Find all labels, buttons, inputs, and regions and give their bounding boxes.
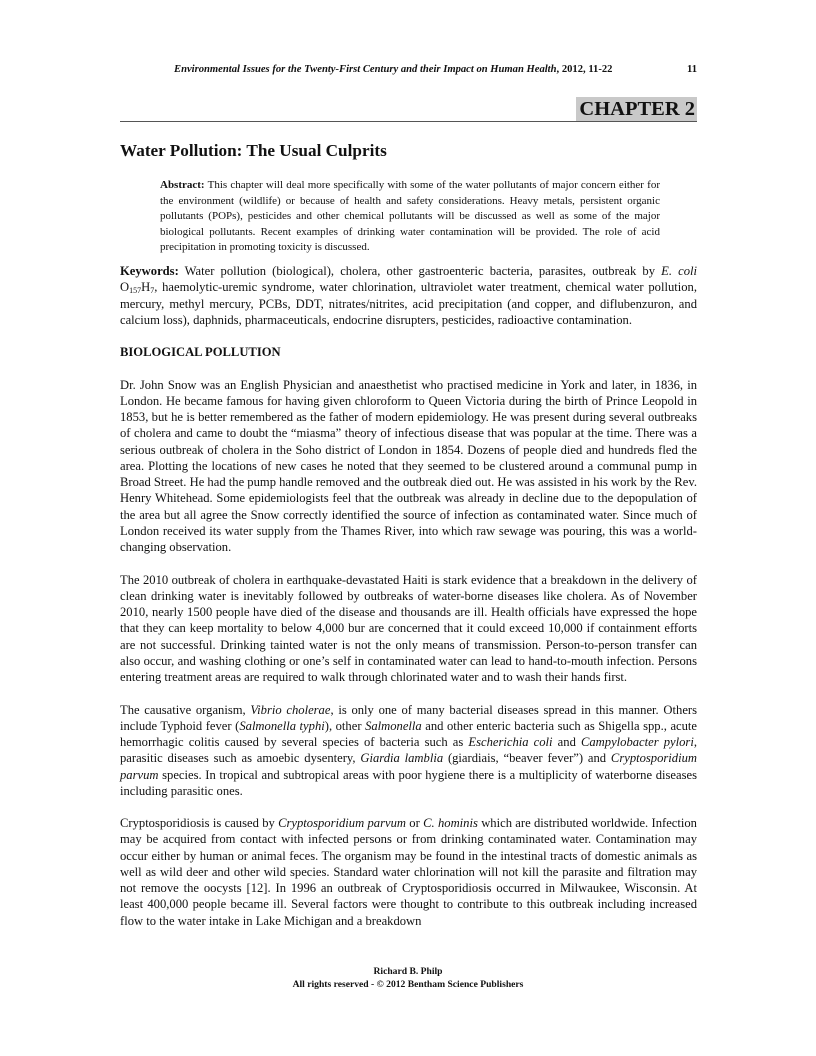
publication-info: , 2012, 11-22: [556, 64, 613, 75]
text-run: O: [120, 280, 130, 295]
italic-term: Campylobacter pylori: [580, 735, 694, 749]
italic-term: Salmonella typhi: [239, 718, 325, 733]
keywords: [120, 263, 697, 328]
text-run: Dr. John Snow was an English Physician and anaesthetist who practised medicine in York and later, in 1836, in London. He became famous for having given chloroform to Queen Victoria during the birth of Prince Leopold in 1853, but he is better remembered as the father of modern epidemiology. He was present during several outbreaks of cholera and came to doubt the “miasma” theory of infectious disease that was popular at the time. There was a serious outbreak of cholera in the Soho district of London in 1854. Dozens of people died and hundreds fled the area. Plotting the locations of new cases he noted that they seemed to be clustered around a communal pump in Broad Street. He had the pump handle removed and the outbreak died out. He was assisted in his work by the Rev. Henry Whitehead. Some epidemiologists feel that the outbreak was already in decline due to the depopulation of the area but all agree the Snow correctly identified the source of infection as contaminated water. Since much of London received its water supply from the Thames River, into which raw sewage was pouring, this was a world-changing observation.: [120, 377, 697, 555]
italic-term: E. coli: [661, 264, 698, 278]
paragraph: [120, 572, 697, 686]
italic-term: Escherichia coli: [468, 735, 553, 749]
text-run: which are distributed worldwide. Infection may be acquired from contact with infected persons or from drinking contaminated water. Contamination may occur either by human or animal feces. The organism may be found in the intestinal tracts of domestic animals as well as wild deer and other wild species. Standard water chlorination will not kill the parasite and filtration may not remove the oocysts [12]. In 1996 an outbreak of Cryptosporidiosis occurred in Milwaukee, Wisconsin. At least 400,000 people became ill. Several factors were thought to contribute to this outbreak including increased flow to the water intake in Lake Michigan and a breakdown: [120, 816, 697, 928]
body-text: [120, 263, 697, 945]
text-run: or: [405, 816, 424, 831]
header-rule: [120, 121, 697, 122]
subscript: 7: [150, 286, 155, 296]
abstract: [160, 178, 660, 256]
text-run: H: [141, 280, 151, 295]
text-run: Cryptosporidiosis is caused by: [120, 816, 279, 831]
text-run: ), other: [324, 718, 366, 733]
italic-term: Salmonella: [365, 718, 422, 733]
footer: [0, 965, 816, 991]
running-head-title: [174, 64, 612, 75]
text-run: The 2010 outbreak of cholera in earthquake-devastated Haiti is stark evidence that a breakdown in the delivery of clean drinking water is inevitably followed by outbreaks of water-borne diseases like cholera. As of November 2010, nearly 1500 people have died of the disease and thousands are ill. Health officials have expressed the hope that they can keep mortality to below 4,000 bur are concerned that it could exceed 10,000 if containment efforts are not successful. Drinking tainted water is not the only means of transmission. Person-to-person transfer can also occur, and washing clothing or one’s self in contaminated water can lead to hand-to-mouth infection. Persons entering treatment areas are required to walk through chlorinated water and to wash their hands first.: [120, 572, 697, 685]
paragraph: [120, 702, 697, 800]
text-run: Water pollution (biological), cholera, other gastroenteric bacteria, parasites, outbreak by: [178, 264, 662, 278]
footer-author: Richard B. Philp: [373, 966, 443, 977]
keywords-text: [120, 264, 697, 327]
chapter-title: Water Pollution: The Usual Culprits: [120, 141, 387, 160]
abstract-label: Abstract:: [160, 179, 205, 191]
text-run: species. In tropical and subtropical areas with poor hygiene there is a multiplicity of waterborne diseases including parasitic ones.: [120, 767, 697, 798]
italic-term: Vibrio cholerae: [250, 702, 331, 717]
italic-term: Giardia lamblia: [360, 751, 444, 766]
section-heading: BIOLOGICAL POLLUTION: [120, 345, 281, 360]
text-run: and other enteric bacteria such as Shigella spp., acute hemorrhagic colitis caused by several species of bacteria such as: [120, 718, 698, 749]
text-run: , parasitic diseases such as amoebic dysentery,: [120, 735, 697, 766]
keywords-label: Keywords:: [120, 264, 179, 278]
paragraphs: [120, 377, 697, 929]
paragraph: [120, 377, 697, 556]
text-run: , is only one of many bacterial diseases spread in this manner. Others include Typhoid fever (: [120, 702, 698, 733]
chapter-label: CHAPTER 2: [576, 97, 697, 121]
book-title: Environmental Issues for the Twenty-First Century and their Impact on Human Health: [174, 64, 557, 75]
italic-term: Cryptosporidium parvum: [278, 816, 406, 831]
paragraph: [120, 815, 697, 929]
footer-rights: All rights reserved - © 2012 Bentham Science Publishers: [292, 979, 524, 990]
text-run: The causative organism,: [120, 702, 251, 717]
text-run: and: [552, 735, 581, 749]
page-number: 11: [686, 64, 697, 75]
text-run: , haemolytic-uremic syndrome, water chlorination, ultraviolet water treatment, chemical water pollution, mercury, methyl mercury, PCBs, DDT, nitrates/nitrites, acid precipitation (and copper, and diflubenzuron, and calcium loss), daphnids, pharmaceuticals, endocrine disrupters, pesticides, radioactive contamination.: [120, 280, 697, 327]
subscript: 157: [129, 286, 142, 296]
abstract-text: This chapter will deal more specifically with some of the water pollutants of major concern either for the environment (wildlife) or because of health and safety considerations. Heavy metals, persistent organic pollutants (POPs), pesticides and other chemical pollutants will be discussed as well as some of the major biological pollutants. Recent examples of drinking water contamination will be provided. The role of acid precipitation in promoting toxicity is discussed.: [160, 179, 660, 254]
italic-term: C. hominis: [423, 816, 478, 831]
italic-term: Cryptosporidium parvum: [120, 751, 697, 782]
text-run: (giardiais, “beaver fever”) and: [443, 751, 611, 766]
